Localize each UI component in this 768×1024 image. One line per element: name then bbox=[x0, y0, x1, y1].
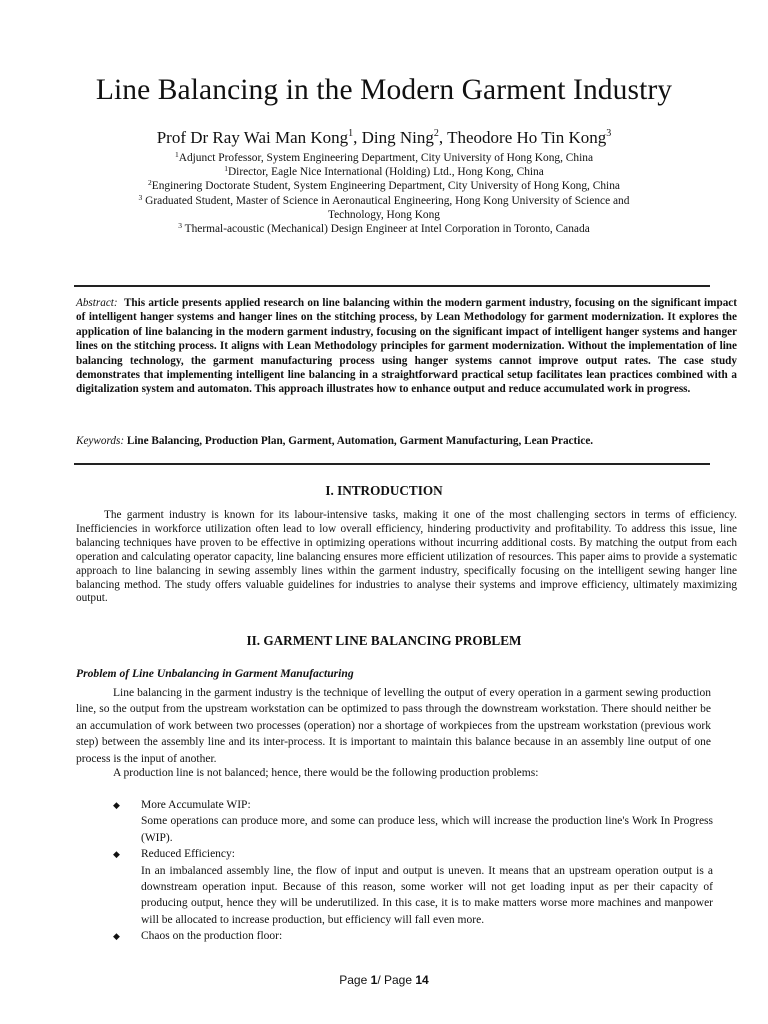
abstract-text: This article presents applied research on line balancing within the modern garment industry, focusing on the significant impact of intelligent hanger systems and hanger lines on the stitching process, by Lean Methodology for garment modernization. It explores the application of line balancing in the modern garment industry, focusing on the significant impact of intelligent hanger systems and hanger lines on the stitching process. It aligns with Lean Methodology principles for garment modernization. Without the implementation of line balancing technology, the garment manufacturing process using hanger systems cannot improve output rates. The case study demonstrates that implementing intelligent line balancing in a straightforward practical setup facilitates lean practices combined with a digitalization system and automaton. This approach illustrates how to enhance output and reduce accumulated work in progress. bbox=[76, 297, 737, 396]
author-affil-mark: 2 bbox=[433, 128, 439, 139]
author-name: Prof Dr Ray Wai Man Kong bbox=[156, 128, 349, 147]
author-separator: , bbox=[438, 128, 448, 147]
diamond-bullet-icon: ◆ bbox=[113, 800, 120, 810]
affiliation-line bbox=[110, 151, 658, 165]
author-name: Theodore Ho Tin Kong bbox=[447, 128, 607, 147]
subsection-heading: Problem of Line Unbalancing in Garment Manufacturing bbox=[76, 667, 354, 680]
author-affil-mark: 3 bbox=[606, 128, 612, 139]
page-number: 1 bbox=[370, 973, 378, 987]
problem-list bbox=[113, 797, 713, 945]
affil-mark: 1 bbox=[174, 150, 179, 159]
list-item-body: Some operations can produce more, and some can produce less, which will increase the production line's Work In Progress (WIP). bbox=[141, 815, 713, 844]
author-separator: , bbox=[353, 128, 362, 147]
affil-mark: 1 bbox=[224, 164, 228, 174]
affiliations bbox=[110, 151, 658, 236]
list-item bbox=[113, 928, 713, 944]
abstract-bottom-rule bbox=[74, 463, 710, 465]
affiliation-line bbox=[110, 165, 658, 179]
abstract bbox=[76, 296, 737, 397]
paper-title: Line Balancing in the Modern Garment Industry bbox=[95, 74, 673, 106]
section-heading-introduction: I. INTRODUCTION bbox=[325, 483, 443, 498]
diamond-bullet-icon: ◆ bbox=[113, 849, 120, 860]
body-paragraph: A production line is not balanced; hence, there would be the following production problems: bbox=[113, 767, 539, 779]
affil-mark: 2 bbox=[148, 178, 152, 188]
keywords-label: Keywords: bbox=[76, 435, 125, 447]
affil-text: Thermal-acoustic (Mechanical) Design Engineer at Intel Corporation in Toronto, Canada bbox=[181, 223, 590, 236]
list-item-title: Chaos on the production floor: bbox=[141, 930, 283, 943]
affiliation-line bbox=[110, 222, 658, 236]
author-name: Ding Ning bbox=[361, 128, 434, 147]
page-label: Page bbox=[339, 973, 368, 987]
keywords-text: Line Balancing, Production Plan, Garment, Automation, Garment Manufacturing, Lean Practice. bbox=[126, 435, 594, 447]
affiliation-line bbox=[110, 194, 658, 222]
affiliation-line bbox=[110, 179, 658, 193]
affil-mark: 3 bbox=[138, 192, 143, 202]
list-item-title: Reduced Efficiency: bbox=[141, 848, 235, 861]
affil-mark: 3 bbox=[178, 221, 182, 231]
list-item bbox=[113, 846, 713, 928]
total-pages: 14 bbox=[415, 973, 429, 987]
affil-text: Graduated Student, Master of Science in Aeronautical Engineering, Hong Kong University of Science and Technology, Hong Kong bbox=[142, 194, 630, 221]
total-label: Page bbox=[384, 973, 413, 987]
affil-text: Adjunct Professor, System Engineering Department, City University of Hong Kong, China bbox=[178, 152, 594, 164]
abstract-top-rule bbox=[74, 285, 710, 287]
keywords bbox=[76, 434, 737, 448]
list-item-body: In an imbalanced assembly line, the flow of input and output is uneven. It means that an upstream operation output is a downstream operation input. Because of this reason, some worker will not get loading input as per their capacity of producing output, hence they will be underutilized. In this case, it is to make matters worse more machines and manpower will be allocated to increase production, but efficiency will fall even more. bbox=[141, 864, 713, 926]
diamond-bullet-icon: ◆ bbox=[113, 931, 120, 942]
list-item bbox=[113, 797, 713, 846]
body-paragraph: Line balancing in the garment industry is the technique of levelling the output of every operation in a garment sewing production line, so the output from the upstream workstation can be optimized to pass through the downstream workstation. There should neither be an accumulation of work between two processes (operation) nor a shortage of workpieces from the upstream workstation (previous work step) between the assembly line and its inter-process. It is important to maintain this balance because in an assembly line output of one process is the input of another. bbox=[76, 687, 711, 765]
author-line bbox=[0, 128, 768, 148]
affil-text: Director, Eagle Nice International (Holding) Ltd., Hong Kong, China bbox=[227, 166, 544, 179]
page-separator: / bbox=[377, 973, 381, 987]
page-footer bbox=[0, 973, 768, 987]
author-affil-mark: 1 bbox=[348, 128, 354, 139]
list-item-title: More Accumulate WIP: bbox=[141, 799, 251, 811]
introduction-paragraph: The garment industry is known for its labour-intensive tasks, making it one of the most challenging sectors in terms of efficiency. Inefficiencies in workforce utilization often lead to low overall efficiency, hindering productivity and profitability. To address this issue, line balancing techniques have proven to be effective in optimizing operations without incurring additional costs. By matching the output from each operation and calculating operator capacity, line balancing ensures more efficient utilization of resources. This paper aims to provide a systematic approach to line balancing in sewing assembly lines within the garment industry, specifically focusing on the intelligent sewing hanger line balancing method. The study offers valuable guidelines for industries to analyse their systems and improve efficiency, ultimately maximizing output. bbox=[76, 509, 737, 605]
section-heading-line-balancing: II. GARMENT LINE BALANCING PROBLEM bbox=[246, 633, 522, 648]
affil-text: Enginering Doctorate Student, System Engineering Department, City University of Hong Kong, China bbox=[151, 180, 620, 193]
abstract-label: Abstract: bbox=[76, 297, 118, 309]
